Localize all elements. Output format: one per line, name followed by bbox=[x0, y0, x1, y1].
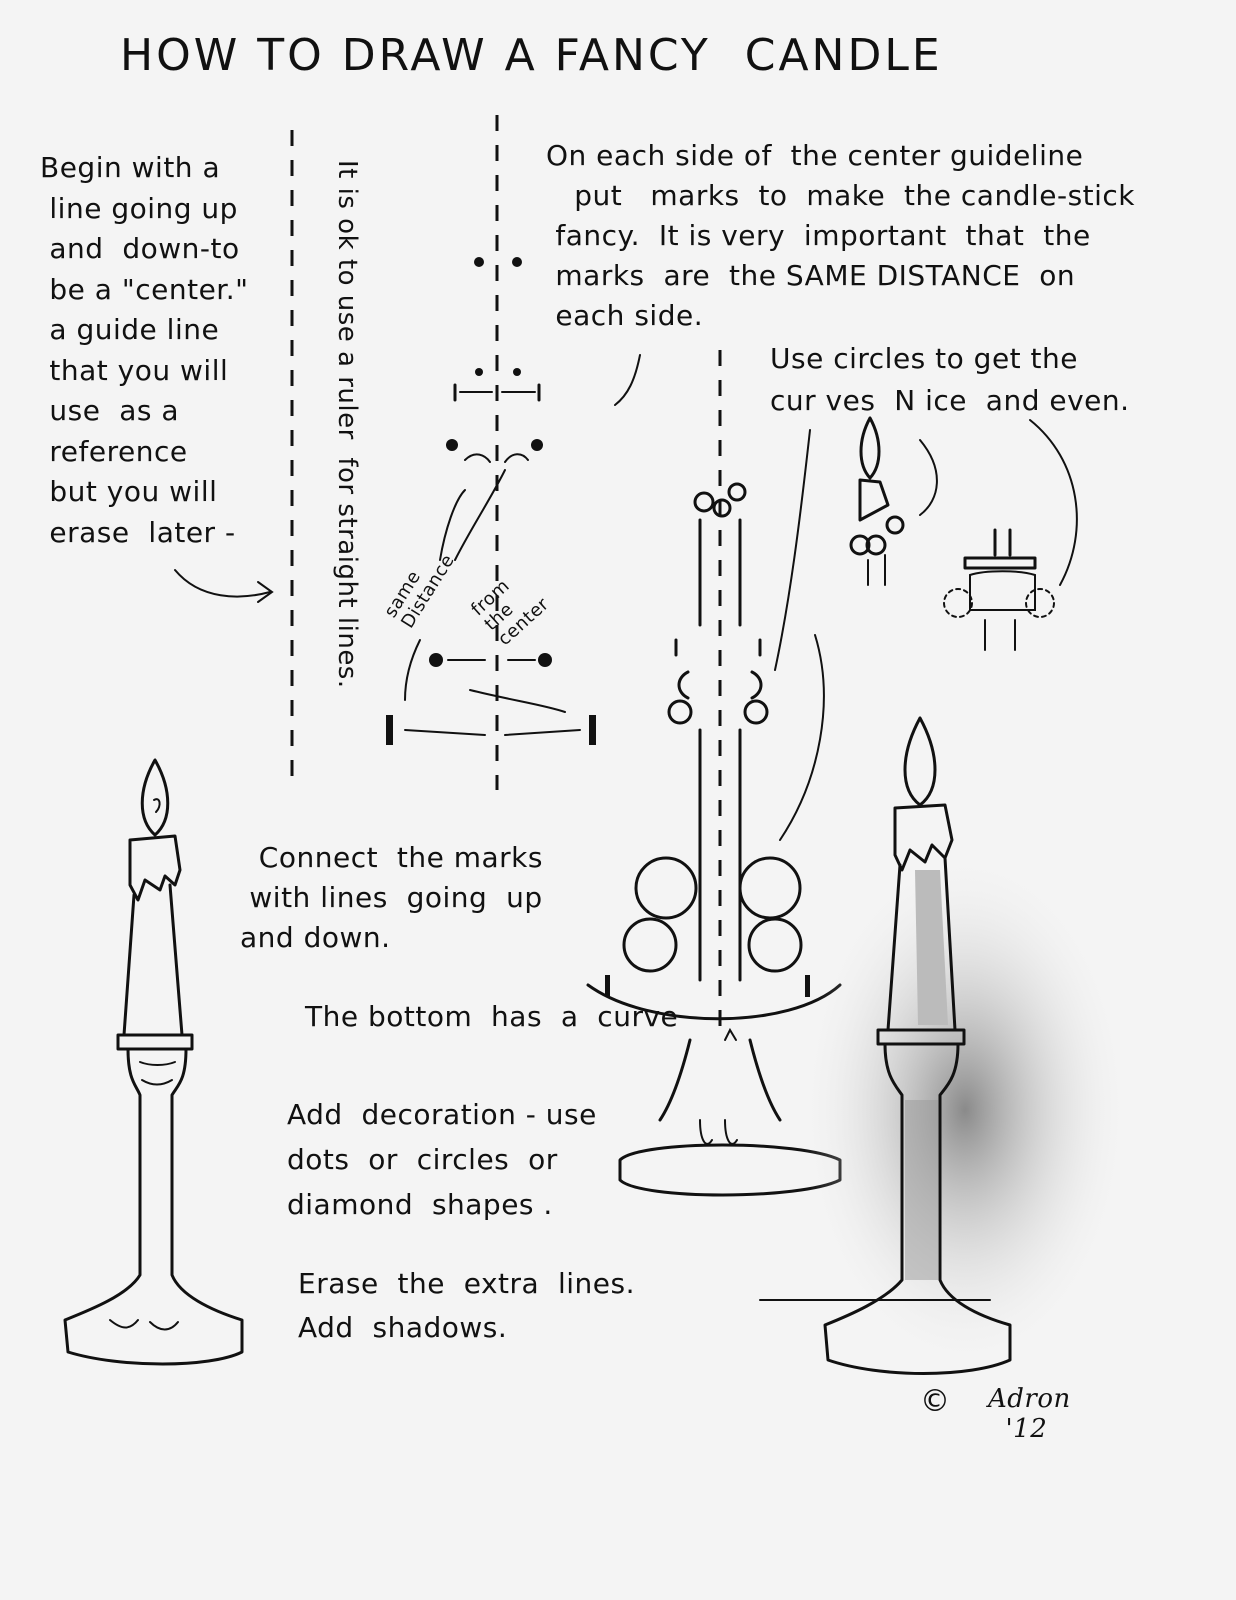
arrow-to-construction bbox=[615, 355, 640, 405]
mark-dot bbox=[475, 368, 483, 376]
page-title: HOW TO DRAW A FANCY CANDLE bbox=[120, 30, 943, 81]
circles-arrow bbox=[920, 440, 937, 515]
mark-dot bbox=[531, 439, 543, 451]
distance-arrows bbox=[405, 730, 580, 735]
circles-arrow bbox=[1030, 420, 1077, 585]
mark-dot bbox=[538, 653, 552, 667]
candle-icon bbox=[65, 760, 242, 1364]
same-distance-arrow bbox=[470, 690, 565, 712]
from-center-label: from the center bbox=[467, 575, 554, 650]
candle-shaded-icon bbox=[760, 718, 1130, 1374]
copyright-icon: © bbox=[920, 1384, 951, 1419]
step-marks: On each side of the center guideline put marks to make the candle-stick fancy. It is very important that the marks are the SAME DISTANCE on each side. bbox=[546, 139, 1136, 332]
mark-dot bbox=[429, 653, 443, 667]
flame-detail-icon bbox=[851, 418, 903, 585]
step-bottom-curve: The bottom has a curve bbox=[305, 1000, 679, 1033]
mark-dot bbox=[512, 257, 522, 267]
mark-dot bbox=[513, 368, 521, 376]
arrow-to-guideline bbox=[175, 570, 270, 597]
mark-dot bbox=[474, 257, 484, 267]
curve-arrow bbox=[725, 1030, 736, 1040]
base-mark bbox=[386, 715, 393, 745]
same-distance-label: same Distance bbox=[380, 550, 459, 632]
base-mark bbox=[589, 715, 596, 745]
step-decoration: Add decoration - use dots or circles or diamond shapes . bbox=[287, 1098, 597, 1221]
base-detail-icon bbox=[944, 530, 1054, 650]
artist-signature: Adron '12 bbox=[988, 1384, 1071, 1444]
circles-arrow bbox=[780, 635, 824, 840]
step-ruler-note: It is ok to use a ruler for straight lines. bbox=[332, 160, 362, 689]
circles-arrow bbox=[775, 430, 810, 670]
step-circles: Use circles to get the cur ves N ice and even. bbox=[770, 342, 1130, 417]
step-center-line: Begin with a line going up and down-to be a "center." a guide line that you will use as a reference but you will erase later - bbox=[40, 151, 249, 549]
step-erase-shadows: Erase the extra lines. Add shadows. bbox=[298, 1267, 636, 1344]
step-connect: Connect the marks with lines going up and down. bbox=[240, 841, 543, 954]
same-distance-arrow bbox=[405, 640, 420, 700]
mark-dot bbox=[446, 439, 458, 451]
